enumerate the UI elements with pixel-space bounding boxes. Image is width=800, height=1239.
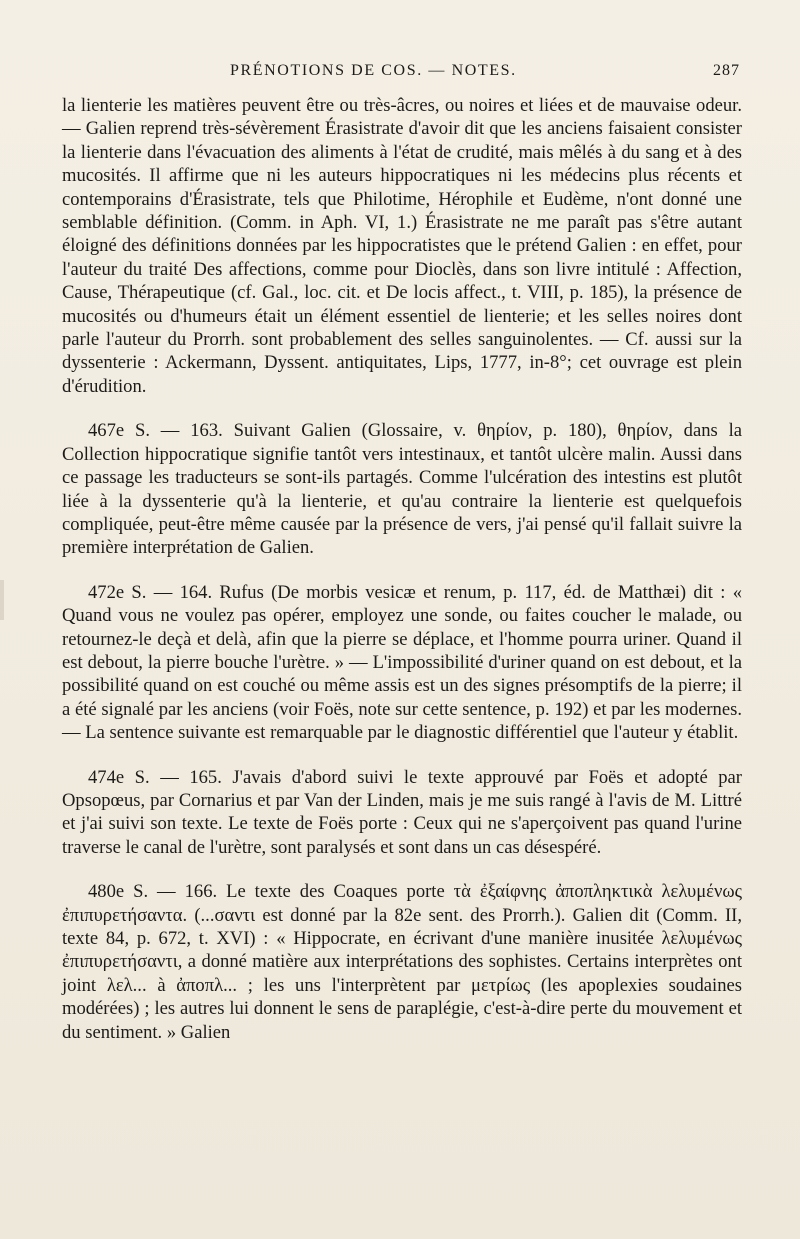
note-165: 474e S. — 165. J'avais d'abord suivi le texte approuvé par Foës et adopté par Opsopœus, par Cornarius et par Van der Linden, mais je me suis rangé à l'avis de M. Littré et j'ai suivi son texte. Le texte de Foës porte : Ceux qui ne s'aperçoivent pas quand l'urine traverse le canal de l'urètre, sont paralysés et sont dans un cas désespéré. (62, 766, 742, 858)
page-number: 287 (713, 62, 740, 79)
note-164: 472e S. — 164. Rufus (De morbis vesicæ et renum, p. 117, éd. de Matthæi) dit : « Quand vous ne voulez pas opérer, employez une sonde, ou faites coucher le malade, ou retournez-le deçà et delà, afin que la pierre se déplace, et l'homme pourra uriner. Quand il est debout, la pierre bouche l'urètre. » — L'impossibilité d'uriner quand on est debout, et la possibilité quand on est couché ou même assis est un des signes présomptifs de la pierre; il a été signalé par les anciens (voir Foës, note sur cette sentence, p. 192) et par les modernes. — La sentence suivante est remarquable par le diagnostic différentiel que l'auteur y établit. (62, 581, 742, 744)
running-title: PRÉNOTIONS DE COS. — NOTES. (230, 62, 517, 79)
note-163: 467e S. — 163. Suivant Galien (Glossaire, v. θηρίον, p. 180), θηρίον, dans la Collection hippocratique signifie tantôt vers intestinaux, et tantôt ulcère malin. Aussi dans ce passage les traducteurs se sont-ils partagés. Comme l'ulcération des intestins est plutôt liée à la dyssenterie qu'à la lienterie, et qu'au contraire la lienterie est quelquefois compliquée, peut-être même causée par la présence de vers, j'ai pensé qu'il fallait suivre la première interprétation de Galien. (62, 420, 742, 559)
margin-stain (0, 580, 4, 620)
running-head (230, 62, 740, 88)
note-166: 480e S. — 166. Le texte des Coaques porte τὰ ἐξαίφνης ἀποπληκτικὰ λελυμένως ἐπιπυρετήσαντα. (...σαντι est donné par la 82e sent. des Prorrh.). Galien dit (Comm. II, texte 84, p. 672, t. XVI) : « Hippocrate, en écrivant d'une manière inusitée λελυμένως ἐπιπυρετήσαντι, a donné matière aux interprétations des sophistes. Certains interprètes ont joint λελ... à ἀποπλ... ; les uns l'interprètent par μετρίως (les apoplexies soudaines modérées) ; les autres lui donnent le sens de paraplégie, c'est-à-dire perte du mouvement et du sentiment. » Galien (62, 881, 742, 1043)
paragraph-continued: la lienterie les matières peuvent être ou très-âcres, ou noires et liées et de mauvaise odeur. — Galien reprend très-sévèrement Érasistrate d'avoir dit que les anciens faisaient consister la lienterie dans l'évacuation des aliments à l'état de crudité, mais mêlés à du sang et à des mucosités. Il affirme que ni les auteurs hippocratiques ni les médecins plus récents et contemporains d'Érasistrate, tels que Philotime, Hérophile et Eudème, n'ont donné une semblable définition. (Comm. in Aph. VI, 1.) Érasistrate ne me paraît pas s'être autant éloigné des définitions données par les hippocratistes que le prétend Galien : en effet, pour l'auteur du traité Des affections, comme pour Dioclès, dans son livre intitulé : Affection, Cause, Thérapeutique (cf. Gal., loc. cit. et De locis affect., t. VIII, p. 185), la présence de mucosités ou d'humeurs était un élément essentiel de lienterie; et les selles noires dont parle l'auteur du Prorrh. sont probablement des selles sanguinolentes. — Cf. aussi sur la dyssenterie : Ackermann, Dyssent. antiquitates, Lips, 1777, in-8°; cet ouvrage est plein d'érudition. (62, 95, 742, 397)
